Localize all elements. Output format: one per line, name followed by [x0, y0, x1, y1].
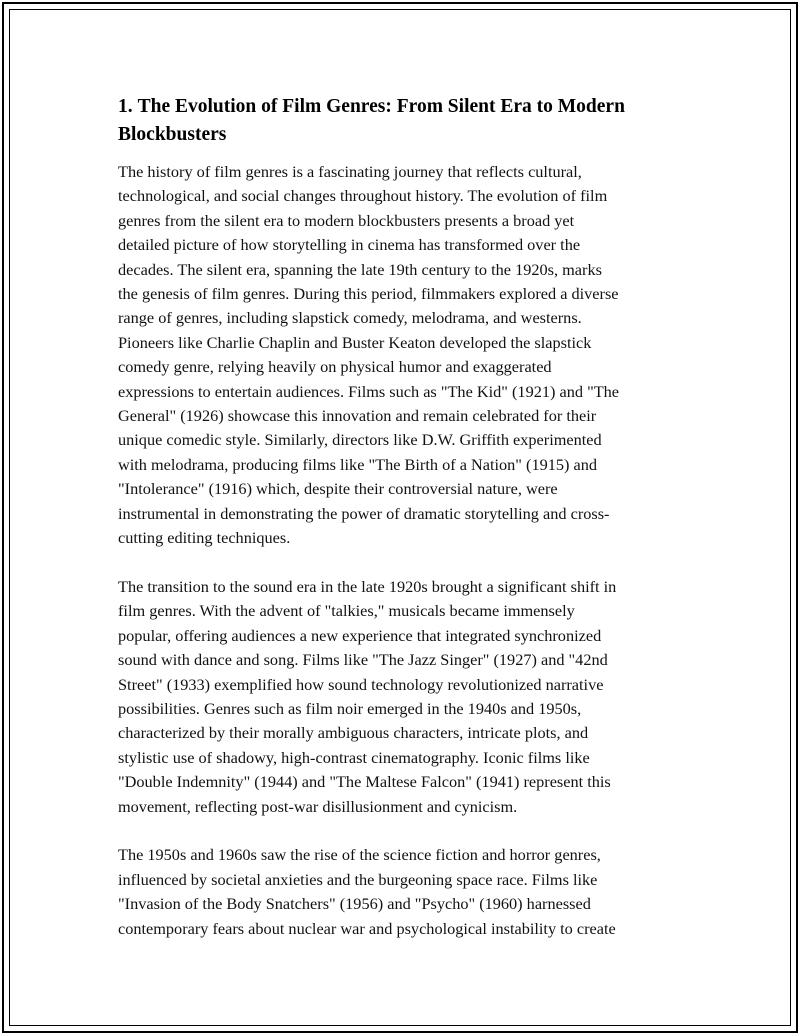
document-content — [118, 93, 698, 941]
section-heading — [118, 93, 698, 149]
paragraph-scifi-horror: The 1950s and 1960s saw the rise of the science fiction and horror genres, influenced by societal anxieties and the burgeoning space race. Films like "Invasion of the Body Snatchers" (1956) and "Psycho" (1960) harnessed contemporary fears about nuclear war and psychological instability to create — [118, 845, 616, 938]
paragraph-silent-era: The history of film genres is a fascinating journey that reflects cultural, technological, and social changes throughout history. The evolution of film genres from the silent era to modern blockbusters presents a broad yet detailed picture of how storytelling in cinema has transformed over the decades. The silent era, spanning the late 19th century to the 1920s, marks the genesis of film genres. During this period, filmmakers explored a diverse range of genres, including slapstick comedy, melodrama, and westerns. Pioneers like Charlie Chaplin and Buster Keaton developed the slapstick comedy genre, relying heavily on physical humor and exaggerated expressions to entertain audiences. Films such as "The Kid" (1921) and "The General" (1926) showcase this innovation and remain celebrated for their unique comedic style. Similarly, directors like D.W. Griffith experimented with melodrama, producing films like "The Birth of a Nation" (1915) and "Intolerance" (1916) which, despite their controversial nature, were instrumental in demonstrating the power of dramatic storytelling and cross- cutting editing techniques. — [118, 162, 620, 548]
section-number: 1. — [118, 96, 133, 117]
paragraph-sound-era: The transition to the sound era in the late 1920s brought a significant shift in film genres. With the advent of "talkies," musicals became immensely popular, offering audiences a new experience that integrated synchronized sound with dance and song. Films like "The Jazz Singer" (1927) and "42nd Street" (1933) exemplified how sound technology revolutionized narrative possibilities. Genres such as film noir emerged in the 1940s and 1950s, characterized by their morally ambiguous characters, intricate plots, and stylistic use of shadowy, high-contrast cinematography. Iconic films like "Double Indemnity" (1944) and "The Maltese Falcon" (1941) represent this movement, reflecting post-war disillusionment and cynicism. — [118, 576, 617, 816]
section-title: The Evolution of Film Genres: From Silent Era to Modern Blockbusters — [118, 96, 625, 145]
